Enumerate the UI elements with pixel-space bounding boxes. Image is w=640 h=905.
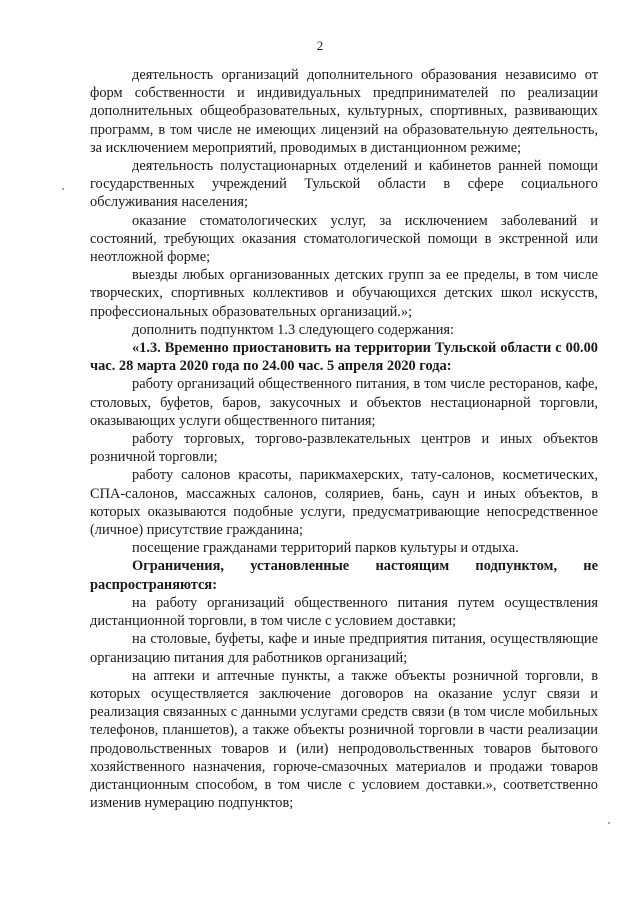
paragraph: работу торговых, торгово-развлекательных центров и иных объектов розничной торговли; — [90, 431, 598, 466]
page-number: 2 — [316, 38, 324, 53]
bold-paragraph: «1.3. Временно приостановить на территории Тульской области с 00.00 час. 28 марта 2020 года по 24.00 час. 5 апреля 2020 года: — [90, 340, 598, 375]
paragraph: работу салонов красоты, парикмахерских, тату-салонов, косметических, СПА-салонов, массажных салонов, соляриев, бань, саун и иных объектов, в которых оказываются подобные услуги, предусматривающие непосредственное (личное) присутствие гражданина; — [90, 467, 598, 539]
scan-speck — [62, 188, 64, 190]
paragraph: на столовые, буфеты, кафе и иные предприятия питания, осуществляющие организацию питания для работников организаций; — [90, 631, 598, 666]
scan-speck — [608, 822, 610, 824]
paragraph: деятельность организаций дополнительного образования независимо от форм собственности и индивидуальных предпринимателей по реализации дополнительных общеобразовательных, культурных, спортивных, развивающих программ, в том числе не имеющих лицензий на образовательную деятельность, за исключением мероприятий, проводимых в дистанционном режиме; — [90, 67, 598, 156]
paragraph: деятельность полустационарных отделений и кабинетов ранней помощи государственных учреждений Тульской области в сфере социального обслуживания населения; — [90, 158, 598, 211]
paragraph: выезды любых организованных детских групп за ее пределы, в том числе творческих, спортивных коллективов и обучающихся детских школ искусств, профессиональных образовательных организаций.»; — [90, 267, 598, 320]
paragraph: оказание стоматологических услуг, за исключением заболеваний и состояний, требующих оказания стоматологической помощи в экстренной или неотложной форме; — [90, 212, 598, 266]
bold-paragraph: Ограничения, установленные настоящим подпунктом, не распространяются: — [90, 558, 598, 593]
paragraph: работу организаций общественного питания, в том числе ресторанов, кафе, столовых, буфетов, баров, закусочных и объектов нестационарной торговли, оказывающих услуги общественного питания; — [90, 376, 598, 429]
paragraph: дополнить подпунктом 1.3 следующего содержания: — [132, 321, 455, 338]
document-body — [90, 66, 598, 812]
paragraph: посещение гражданами территорий парков культуры и отдыха. — [132, 540, 519, 557]
paragraph: на работу организаций общественного питания путем осуществления дистанционной торговли, в том числе с условием доставки; — [90, 594, 598, 630]
paragraph: на аптеки и аптечные пункты, а также объекты розничной торговли, в которых осуществляется заключение договоров на оказание услуг связи и реализация связанных с данными услугами средств связи (в том числе мобильных телефонов, планшетов), а также объекты розничной торговли в части реализации продовольственных товаров и (или) непродовольственных товаров бытового хозяйственного назначения, горюче-смазочных материалов и продажи товаров дистанционным способом, в том числе с условием доставки.», соответственно изменив нумерацию подпунктов; — [90, 667, 598, 812]
